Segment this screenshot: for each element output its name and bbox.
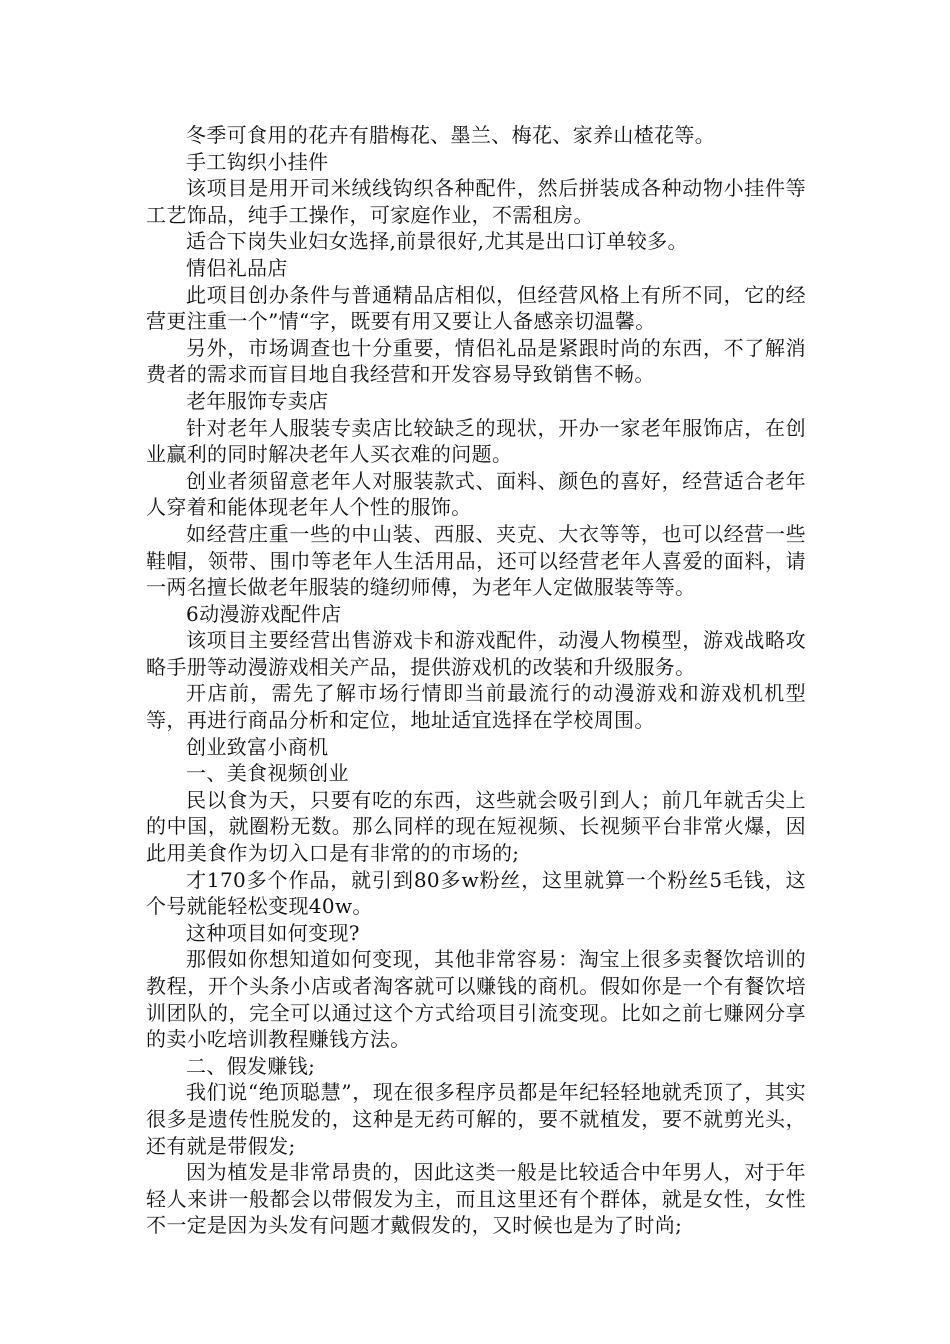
paragraph: 该项目是用开司米绒线钩织各种配件，然后拼装成各种动物小挂件等工艺饰品，纯手工操作，可家庭作业，不需租房。	[146, 176, 806, 227]
section-heading: 这种项目如何变现?	[186, 920, 360, 945]
section-heading: 创业致富小商机	[186, 734, 329, 759]
paragraph: 民以食为天，只要有吃的东西，这些就会吸引到人；前几年就舌尖上的中国，就圈粉无数。那么同样的现在短视频、长视频平台非常火爆，因此用美食作为切入口是有非常的的市场的;	[146, 787, 806, 866]
section-heading: 二、假发赚钱;	[186, 1053, 316, 1078]
section-heading: 情侣礼品店	[186, 255, 288, 280]
paragraph: 此项目创办条件与普通精品店相似，但经营风格上有所不同，它的经营更注重一个”情“字，既要有用又要让人备感亲切温馨。	[146, 282, 806, 334]
paragraph: 我们说“绝顶聪慧”，现在很多程序员都是年纪轻轻地就秃顶了，其实很多是遗传性脱发的，这种是无药可解的，要不就植发，要不就剪光头，还有就是带假发;	[146, 1080, 806, 1158]
paragraph: 那假如你想知道如何变现，其他非常容易：淘宝上很多卖餐饮培训的教程，开个头条小店或者淘客就可以赚钱的商机。假如你是一个有餐饮培训团队的，完全可以通过这个方式给项目引流变现。比如之前七赚网分享的卖小吃培训教程赚钱方法。	[146, 947, 806, 1052]
section-heading: 一、美食视频创业	[186, 761, 349, 786]
paragraph: 因为植发是非常昂贵的，因此这类一般是比较适合中年男人，对于年轻人来讲一般都会以带假发为主，而且这里还有个群体，就是女性，女性不一定是因为头发有问题才戴假发的，又时候也是为了时尚;	[146, 1160, 806, 1238]
paragraph: 冬季可食用的花卉有腊梅花、墨兰、梅花、家养山楂花等。	[186, 123, 716, 147]
section-heading: 老年服饰专卖店	[186, 388, 329, 413]
paragraph: 开店前，需先了解市场行情即当前最流行的动漫游戏和游戏机机型等，再进行商品分析和定位，地址适宜选择在学校周围。	[146, 681, 806, 733]
paragraph: 另外，市场调查也十分重要，情侣礼品是紧跟时尚的东西，不了解消费者的需求而盲目地自我经营和开发容易导致销售不畅。	[146, 335, 806, 387]
paragraph: 针对老年人服装专卖店比较缺乏的现状，开办一家老年服饰店，在创业赢利的同时解决老年人买衣难的问题。	[146, 415, 806, 467]
paragraph: 适合下岗失业妇女选择,前景很好,尤其是出口订单较多。	[186, 229, 688, 254]
document-body	[146, 122, 806, 1239]
paragraph: 才170多个作品，就引到80多w粉丝，这里就算一个粉丝5毛钱，这个号就能轻松变现40w。	[146, 867, 806, 919]
paragraph: 创业者须留意老年人对服装款式、面料、颜色的喜好，经营适合老年人穿着和能体现老年人个性的服饰。	[146, 468, 806, 520]
section-heading: 6动漫游戏配件店	[186, 601, 342, 626]
paragraph: 如经营庄重一些的中山装、西服、夹克、大衣等等，也可以经营一些鞋帽，领带、围巾等老年人生活用品，还可以经营老年人喜爱的面料，请一两名擅长做老年服装的缝纫师傅，为老年人定做服装等等。	[146, 521, 806, 600]
section-heading: 手工钩织小挂件	[186, 149, 329, 174]
paragraph: 该项目主要经营出售游戏卡和游戏配件，动漫人物模型，游戏战略攻略手册等动漫游戏相关产品，提供游戏机的改装和升级服务。	[146, 628, 806, 679]
